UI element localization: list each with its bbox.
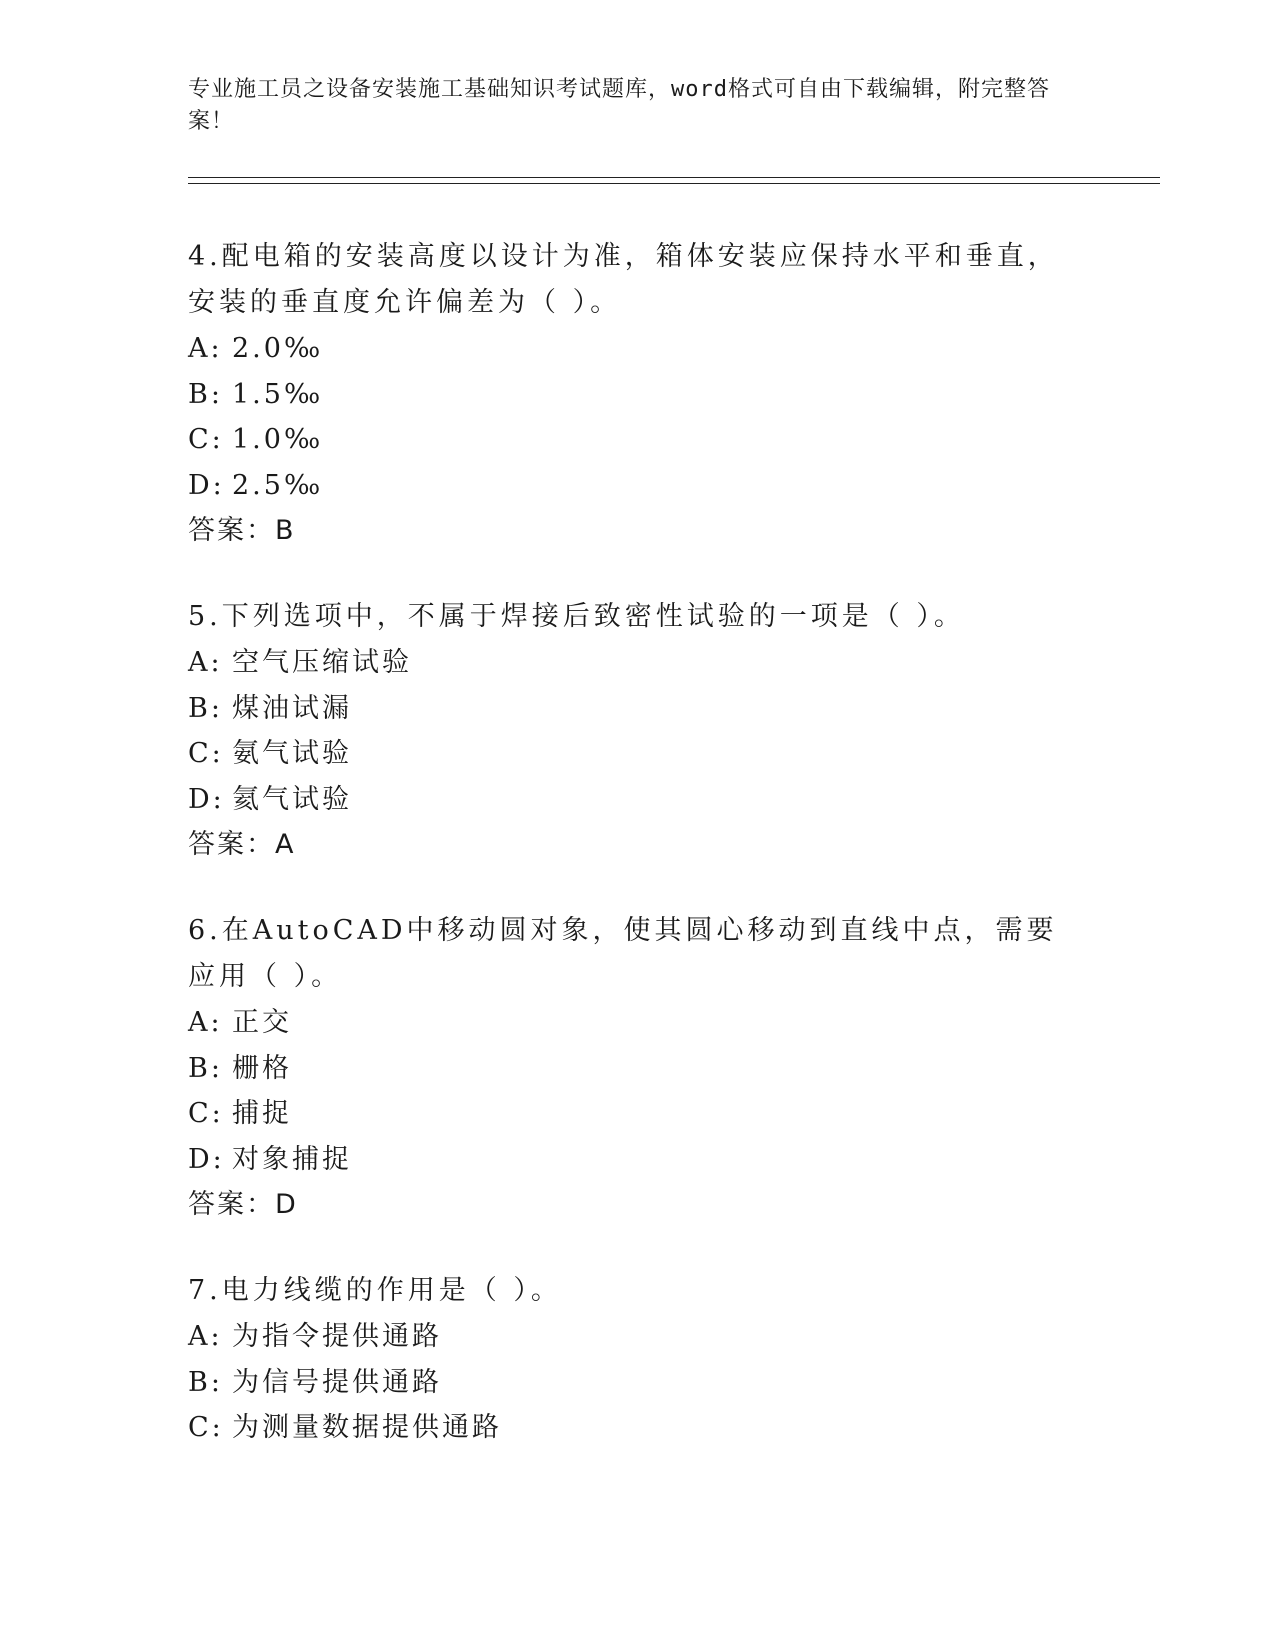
question-text: 5.下列选项中，不属于焊接后致密性试验的一项是（ ）。 — [188, 601, 965, 632]
option-text: 栅格 — [232, 1052, 292, 1084]
option-c — [188, 417, 1068, 463]
option-text: 煤油试漏 — [232, 692, 352, 724]
option-letter: C: — [188, 1098, 224, 1129]
header-divider-bottom — [188, 183, 1160, 184]
option-text: 为指令提供通路 — [232, 1321, 442, 1352]
option-text: 捕捉 — [232, 1098, 292, 1129]
option-a — [188, 640, 1068, 686]
header-divider-top — [188, 177, 1160, 178]
question-list — [188, 234, 1068, 1491]
option-letter: D: — [188, 783, 225, 815]
option-text: 氦气试验 — [232, 783, 352, 815]
option-b — [188, 372, 1068, 418]
answer-line: 答案：B — [188, 515, 296, 546]
question-6 — [188, 908, 1068, 1228]
option-letter: A: — [188, 1007, 223, 1038]
question-text: 7.电力线缆的作用是（ ）。 — [188, 1275, 562, 1306]
option-text: 1.5‰ — [232, 378, 324, 410]
option-letter: A: — [188, 647, 223, 678]
option-c — [188, 1091, 1068, 1137]
option-text: 对象捕捉 — [232, 1143, 352, 1175]
option-text: 2.5‰ — [232, 469, 324, 501]
option-d — [188, 777, 1068, 823]
option-text: 1.0‰ — [232, 424, 324, 455]
option-a — [188, 1000, 1068, 1046]
option-c — [188, 731, 1068, 777]
question-text: 4.配电箱的安装高度以设计为准，箱体安装应保持水平和垂直，安装的垂直度允许偏差为（ ）。 — [188, 241, 1059, 318]
option-text: 为信号提供通路 — [232, 1366, 442, 1398]
option-letter: D: — [188, 1143, 225, 1175]
answer-line: 答案：D — [188, 1189, 298, 1220]
option-a — [188, 326, 1068, 372]
option-c — [188, 1405, 1068, 1451]
option-letter: B: — [188, 1366, 223, 1398]
option-text: 2.0‰ — [232, 333, 324, 364]
option-text: 为测量数据提供通路 — [232, 1412, 502, 1443]
option-b — [188, 1360, 1068, 1406]
option-text: 空气压缩试验 — [232, 647, 412, 678]
answer-line: 答案：A — [188, 829, 296, 860]
option-b — [188, 686, 1068, 732]
option-letter: C: — [188, 1412, 224, 1443]
option-letter: A: — [188, 333, 223, 364]
question-7 — [188, 1268, 1068, 1451]
option-letter: B: — [188, 692, 223, 724]
option-d — [188, 1137, 1068, 1183]
question-text: 6.在AutoCAD中移动圆对象，使其圆心移动到直线中点，需要应用（ ）。 — [188, 915, 1058, 992]
option-letter: C: — [188, 424, 224, 455]
question-4 — [188, 234, 1068, 554]
option-letter: D: — [188, 469, 225, 501]
option-letter: A: — [188, 1321, 223, 1352]
option-a — [188, 1314, 1068, 1360]
document-header: 专业施工员之设备安装施工基础知识考试题库，word格式可自由下载编辑，附完整答案！ — [188, 77, 1050, 134]
option-text: 正交 — [232, 1007, 292, 1038]
option-letter: B: — [188, 378, 223, 410]
option-b — [188, 1046, 1068, 1092]
question-5 — [188, 594, 1068, 868]
option-letter: B: — [188, 1052, 223, 1084]
option-text: 氨气试验 — [232, 738, 352, 769]
option-letter: C: — [188, 738, 224, 769]
option-d — [188, 463, 1068, 509]
